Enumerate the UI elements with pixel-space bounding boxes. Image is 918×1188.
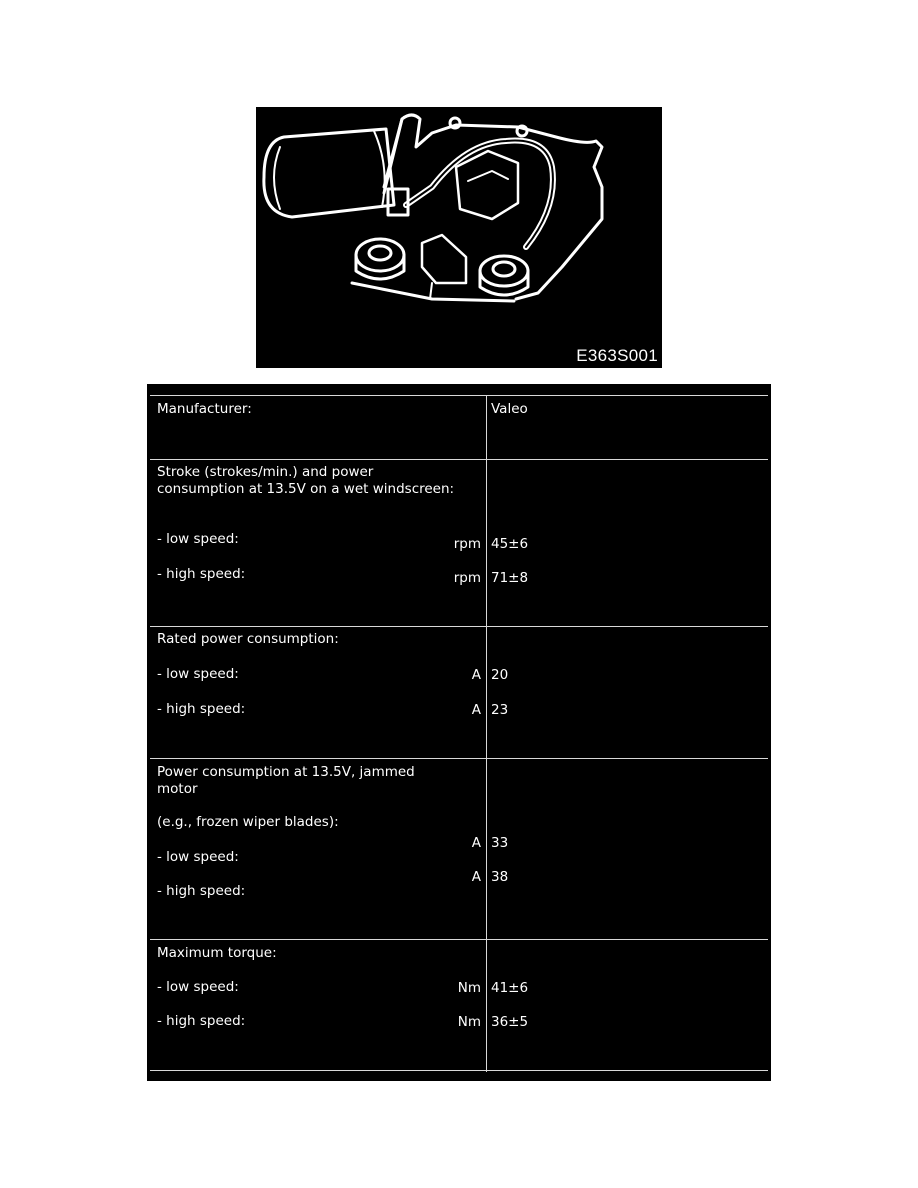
- torque-high-label: - high speed:: [157, 1013, 246, 1029]
- torque-heading: Maximum torque:: [157, 945, 277, 961]
- jammed-low-value: 33: [491, 835, 509, 851]
- jammed-low-label: - low speed:: [157, 849, 239, 865]
- rated-low-label: - low speed:: [157, 666, 239, 682]
- stroke-high-value: 71±8: [491, 570, 529, 586]
- table-rule: [150, 939, 768, 940]
- figure-code: E363S001: [576, 346, 658, 365]
- jammed-high-unit: A: [471, 869, 481, 885]
- torque-low-value: 41±6: [491, 980, 529, 996]
- stroke-low-label: - low speed:: [157, 531, 239, 547]
- table-rule: [150, 1070, 768, 1071]
- rated-high-unit: A: [471, 702, 481, 718]
- torque-high-value: 36±5: [491, 1014, 529, 1030]
- jammed-note: (e.g., frozen wiper blades):: [157, 814, 339, 830]
- manufacturer-value: Valeo: [491, 401, 528, 417]
- table-column-divider: [486, 396, 487, 1072]
- torque-low-label: - low speed:: [157, 979, 239, 995]
- table-rule: [150, 459, 768, 460]
- jammed-high-label: - high speed:: [157, 883, 246, 899]
- stroke-heading: Stroke (strokes/min.) and power consumption at 13.5V on a wet windscreen:: [157, 464, 455, 497]
- manufacturer-label: Manufacturer:: [157, 401, 252, 417]
- wiper-motor-spec-table: [147, 384, 771, 1081]
- rated-low-unit: A: [471, 667, 481, 683]
- jammed-high-value: 38: [491, 869, 509, 885]
- jammed-heading: Power consumption at 13.5V, jammed motor: [157, 764, 415, 797]
- rated-heading: Rated power consumption:: [157, 631, 339, 647]
- rated-high-value: 23: [491, 702, 509, 718]
- jammed-low-unit: A: [471, 835, 481, 851]
- stroke-high-unit: rpm: [453, 570, 481, 586]
- rated-high-label: - high speed:: [157, 701, 246, 717]
- rated-low-value: 20: [491, 667, 509, 683]
- wiper-motor-drawing: [256, 107, 662, 368]
- stroke-low-value: 45±6: [491, 536, 529, 552]
- stroke-high-label: - high speed:: [157, 566, 246, 582]
- table-rule: [150, 395, 768, 396]
- torque-low-unit: Nm: [457, 980, 481, 996]
- torque-high-unit: Nm: [457, 1014, 481, 1030]
- wiper-motor-illustration: [256, 107, 662, 368]
- table-rule: [150, 758, 768, 759]
- table-rule: [150, 626, 768, 627]
- stroke-low-unit: rpm: [453, 536, 481, 552]
